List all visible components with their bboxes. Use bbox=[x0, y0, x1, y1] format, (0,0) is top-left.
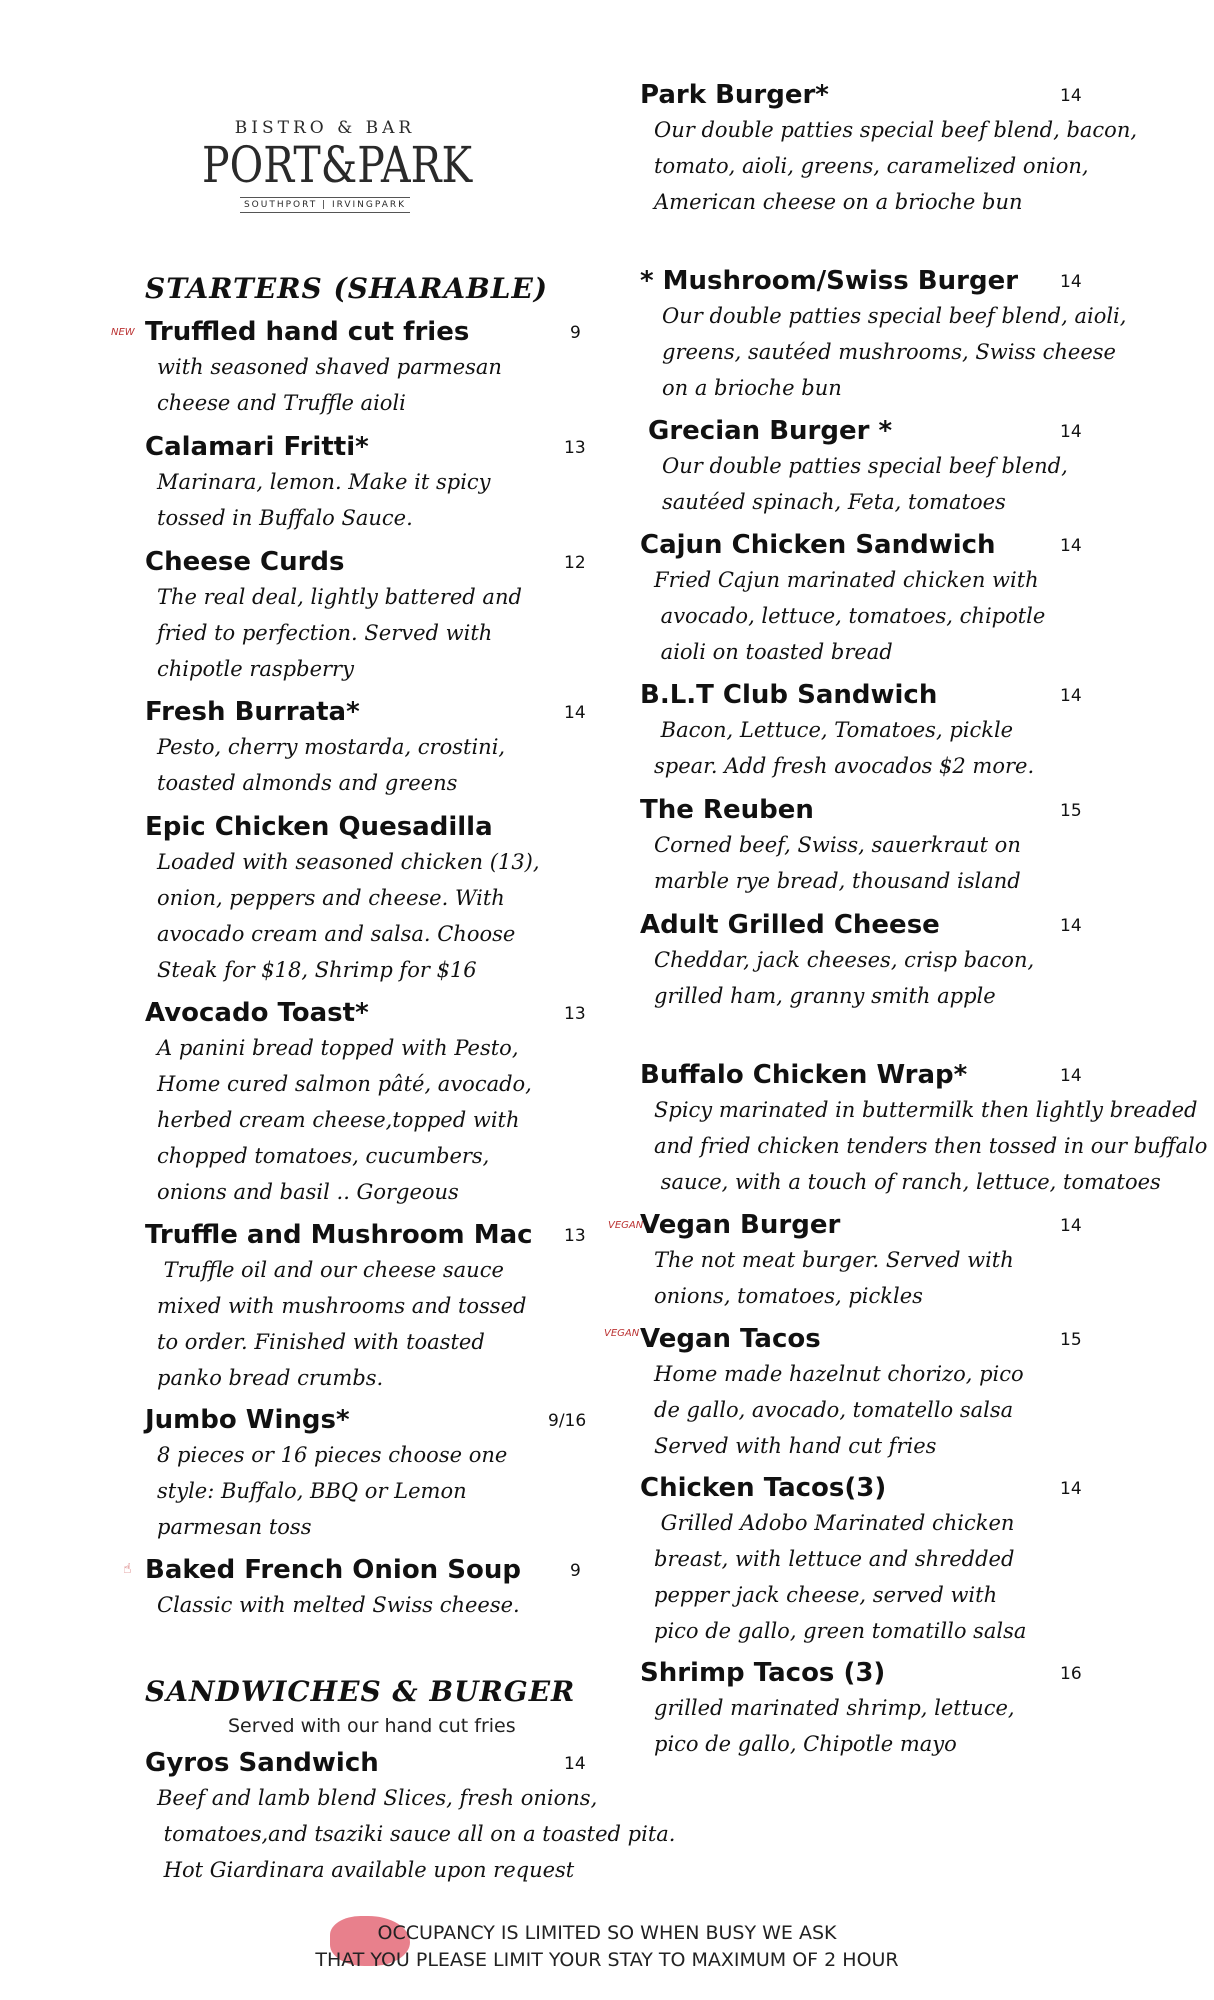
item-description: Beef and lamb blend Slices, fresh onions, tomatoes,and tsaziki sauce all on a toasted pita. Hot Giardinara available upon request bbox=[157, 1786, 676, 1882]
item-price: 14 bbox=[1060, 916, 1082, 936]
menu-item bbox=[640, 680, 1160, 784]
item-price: 16 bbox=[1060, 1664, 1082, 1684]
notice-line-1: OCCUPANCY IS LIMITED SO WHEN BUSY WE ASK bbox=[377, 1922, 837, 1944]
menu-item bbox=[648, 416, 1168, 520]
item-description: The real deal, lightly battered and fried to perfection. Served with chipotle raspberry bbox=[157, 585, 522, 681]
item-name: Vegan Burger bbox=[640, 1210, 841, 1240]
menu-item bbox=[640, 266, 1160, 406]
item-price: 15 bbox=[1060, 801, 1082, 821]
item-description: Our double patties special beef blend, sautéed spinach, Feta, tomatoes bbox=[662, 454, 1068, 514]
menu-item bbox=[145, 998, 585, 1210]
item-name: Grecian Burger * bbox=[648, 416, 893, 446]
item-description: The not meat burger. Served with onions, tomatoes, pickles bbox=[654, 1248, 1014, 1308]
menu-item bbox=[145, 1405, 585, 1545]
item-name: Adult Grilled Cheese bbox=[640, 910, 940, 940]
restaurant-logo bbox=[202, 118, 473, 213]
notice-line-2: THAT YOU PLEASE LIMIT YOUR STAY TO MAXIMUM OF 2 HOUR bbox=[315, 1949, 899, 1971]
sandwiches-heading: SANDWICHES & BURGER bbox=[145, 1675, 576, 1708]
item-price: 13 bbox=[564, 1004, 586, 1024]
menu-item bbox=[640, 530, 1160, 670]
menu-item bbox=[640, 795, 1160, 899]
occupancy-notice bbox=[0, 1920, 1214, 1974]
item-name: Park Burger* bbox=[640, 80, 829, 110]
item-description: Corned beef, Swiss, sauerkraut on marble rye bread, thousand island bbox=[654, 833, 1021, 893]
item-name: The Reuben bbox=[640, 795, 814, 825]
item-price: 9/16 bbox=[548, 1411, 587, 1431]
item-description: Grilled Adobo Marinated chicken breast, with lettuce and shredded pepper jack cheese, served with pico de gallo, green tomatillo salsa bbox=[654, 1511, 1027, 1643]
item-name: Calamari Fritti* bbox=[145, 432, 369, 462]
item-description: Pesto, cherry mostarda, crostini, toasted almonds and greens bbox=[157, 735, 506, 795]
item-name: Cajun Chicken Sandwich bbox=[640, 530, 996, 560]
item-description: Truffle oil and our cheese sauce mixed with mushrooms and tossed to order. Finished with toasted panko bread crumbs. bbox=[157, 1258, 527, 1390]
item-description: Fried Cajun marinated chicken with avocado, lettuce, tomatoes, chipotle aioli on toasted bread bbox=[654, 568, 1046, 664]
starters-heading: STARTERS (SHARABLE) bbox=[145, 272, 549, 305]
item-price: 14 bbox=[564, 1754, 586, 1774]
sandwiches-subtitle: Served with our hand cut fries bbox=[228, 1715, 516, 1737]
item-name: Truffle and Mushroom Mac bbox=[145, 1220, 533, 1250]
menu-item bbox=[640, 1060, 1208, 1200]
item-description: Spicy marinated in buttermilk then lightly breaded and fried chicken tenders then tossed in our buffalo sauce, with a touch of ranch, lettuce, tomatoes bbox=[654, 1098, 1208, 1194]
item-description: Home made hazelnut chorizo, pico de gallo, avocado, tomatello salsa Served with hand cut fries bbox=[654, 1362, 1024, 1458]
menu-item bbox=[123, 1555, 585, 1623]
menu-item bbox=[640, 1658, 1160, 1762]
item-price: 14 bbox=[1060, 686, 1082, 706]
menu-item bbox=[145, 697, 585, 801]
item-name: Cheese Curds bbox=[145, 547, 345, 577]
menu-item bbox=[145, 1220, 585, 1396]
item-price: 14 bbox=[1060, 422, 1082, 442]
menu-item bbox=[145, 812, 585, 988]
menu-item bbox=[604, 1324, 1160, 1464]
menu-item bbox=[640, 910, 1160, 1014]
item-description: Our double patties special beef blend, bacon, tomato, aioli, greens, caramelized onion, American cheese on a brioche bun bbox=[654, 118, 1138, 214]
item-name: Epic Chicken Quesadilla bbox=[145, 812, 493, 842]
item-name: * Mushroom/Swiss Burger bbox=[640, 266, 1019, 296]
vegan-tag: VEGAN bbox=[604, 1328, 640, 1339]
item-name: Truffled hand cut fries bbox=[145, 317, 470, 347]
item-price: 13 bbox=[564, 1226, 586, 1246]
item-description: Classic with melted Swiss cheese. bbox=[157, 1593, 520, 1617]
menu-item bbox=[640, 1473, 1160, 1649]
item-name: Chicken Tacos(3) bbox=[640, 1473, 887, 1503]
item-name: Fresh Burrata* bbox=[145, 697, 360, 727]
menu-item bbox=[145, 1748, 676, 1888]
item-price: 15 bbox=[1060, 1330, 1082, 1350]
item-description: with seasoned shaved parmesan cheese and Truffle aioli bbox=[157, 355, 502, 415]
item-price: 14 bbox=[1060, 536, 1082, 556]
item-price: 14 bbox=[1060, 1216, 1082, 1236]
item-name: Buffalo Chicken Wrap* bbox=[640, 1060, 968, 1090]
item-price: 14 bbox=[1060, 1066, 1082, 1086]
item-price: 14 bbox=[1060, 86, 1082, 106]
menu-item bbox=[111, 317, 585, 421]
item-description: Marinara, lemon. Make it spicy tossed in Buffalo Sauce. bbox=[157, 470, 491, 530]
logo-tagline: BISTRO & BAR bbox=[234, 118, 416, 138]
item-name: Jumbo Wings* bbox=[145, 1405, 350, 1435]
item-price: 14 bbox=[1060, 272, 1082, 292]
item-description: Our double patties special beef blend, aioli, greens, sautéed mushrooms, Swiss cheese on a brioche bun bbox=[662, 304, 1127, 400]
item-description: 8 pieces or 16 pieces choose one style: Buffalo, BBQ or Lemon parmesan toss bbox=[157, 1443, 508, 1539]
menu-item bbox=[145, 547, 585, 687]
item-price: 9 bbox=[570, 1561, 581, 1581]
item-description: A panini bread topped with Pesto, Home cured salmon pâté, avocado, herbed cream cheese,topped with chopped tomatoes, cucumbers, onions and basil .. Gorgeous bbox=[157, 1036, 532, 1204]
menu-item bbox=[608, 1210, 1160, 1314]
item-name: Gyros Sandwich bbox=[145, 1748, 379, 1778]
logo-locations: SOUTHPORT | IRVINGPARK bbox=[240, 197, 410, 213]
item-price: 14 bbox=[564, 703, 586, 723]
item-description: Cheddar, jack cheeses, crisp bacon, grilled ham, granny smith apple bbox=[654, 948, 1035, 1008]
item-name: Avocado Toast* bbox=[145, 998, 369, 1028]
item-price: 12 bbox=[564, 553, 586, 573]
item-description: Bacon, Lettuce, Tomatoes, pickle spear. Add fresh avocados $2 more. bbox=[654, 718, 1035, 778]
item-description: Loaded with seasoned chicken (13), onion, peppers and cheese. With avocado cream and salsa. Choose Steak for $18, Shrimp for $16 bbox=[157, 850, 540, 982]
item-name: Shrimp Tacos (3) bbox=[640, 1658, 886, 1688]
item-description: grilled marinated shrimp, lettuce, pico de gallo, Chipotle mayo bbox=[654, 1696, 1015, 1756]
hand-icon: ☝ bbox=[123, 1561, 132, 1577]
new-tag: NEW bbox=[111, 327, 135, 338]
menu-item bbox=[640, 80, 1160, 220]
item-name: Vegan Tacos bbox=[640, 1324, 821, 1354]
vegan-tag: VEGAN bbox=[608, 1220, 644, 1231]
item-price: 13 bbox=[564, 438, 586, 458]
menu-item bbox=[145, 432, 585, 536]
item-price: 9 bbox=[570, 323, 581, 343]
logo-name: PORT&PARK bbox=[202, 136, 473, 194]
item-name: B.L.T Club Sandwich bbox=[640, 680, 938, 710]
item-name: Baked French Onion Soup bbox=[145, 1555, 521, 1585]
item-price: 14 bbox=[1060, 1479, 1082, 1499]
